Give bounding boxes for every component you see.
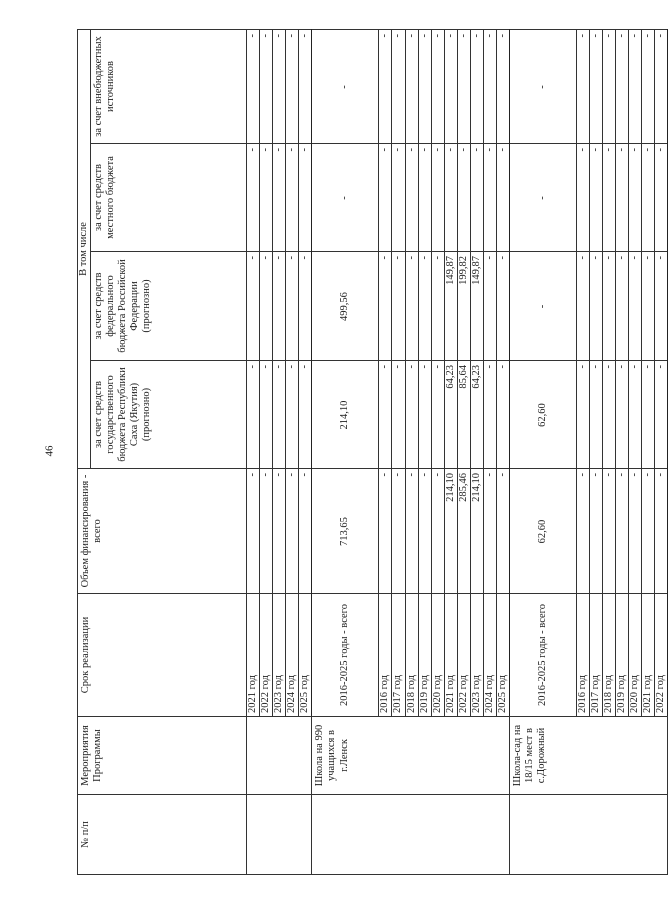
table-row (247, 29, 260, 874)
local-cell: - (418, 144, 431, 252)
federal-cell: - (603, 252, 616, 361)
extra-cell: - (642, 29, 655, 143)
regional-cell: - (642, 361, 655, 469)
federal-cell: - (379, 252, 392, 361)
regional-cell: - (418, 361, 431, 469)
federal-cell: - (510, 252, 577, 361)
period-cell: 2024 год (286, 594, 299, 717)
header-regional: за счет средств государственного бюджета Республики Саха (Якутия) (прогнозно) (91, 361, 247, 469)
period-cell: 2021 год (642, 594, 655, 717)
header-extra: за счет внебюджетных источников (91, 29, 247, 143)
period-cell: 2019 год (616, 594, 629, 717)
extra-cell: - (312, 29, 379, 143)
header-local: за счет средств местного бюджета (91, 144, 247, 252)
federal-cell: - (590, 252, 603, 361)
local-cell: - (392, 144, 405, 252)
extra-cell: - (286, 29, 299, 143)
extra-cell: - (483, 29, 496, 143)
extra-cell: - (510, 29, 577, 143)
extra-cell: - (590, 29, 603, 143)
regional-cell: 64,23 (444, 361, 457, 469)
extra-cell: - (418, 29, 431, 143)
federal-cell: - (483, 252, 496, 361)
regional-cell: - (616, 361, 629, 469)
extra-cell: - (260, 29, 273, 143)
period-cell: 2021 год (444, 594, 457, 717)
period-cell: 2020 год (431, 594, 444, 717)
period-cell: 2025 год (299, 594, 312, 717)
summary-period-cell: 2016-2025 годы - всего (510, 594, 577, 717)
extra-cell: - (273, 29, 286, 143)
regional-cell: - (405, 361, 418, 469)
regional-cell: - (629, 361, 642, 469)
federal-cell: - (577, 252, 590, 361)
federal-cell: - (616, 252, 629, 361)
local-cell: - (273, 144, 286, 252)
period-cell: 2023 год (273, 594, 286, 717)
period-cell: 2018 год (603, 594, 616, 717)
total-cell: - (247, 469, 260, 594)
regional-cell: - (247, 361, 260, 469)
federal-cell: - (418, 252, 431, 361)
local-cell: - (286, 144, 299, 252)
summary-row (510, 29, 577, 874)
local-cell: - (590, 144, 603, 252)
total-cell: 214,10 (470, 469, 483, 594)
federal-cell: 199,82 (457, 252, 470, 361)
period-cell: 2018 год (405, 594, 418, 717)
extra-cell: - (392, 29, 405, 143)
extra-cell: - (431, 29, 444, 143)
extra-cell: - (299, 29, 312, 143)
total-cell: - (590, 469, 603, 594)
number-cell (247, 795, 312, 875)
extra-cell: - (470, 29, 483, 143)
table-body (247, 29, 668, 874)
federal-cell: - (629, 252, 642, 361)
regional-cell: - (590, 361, 603, 469)
header-event: Мероприятия Программы (78, 717, 247, 795)
total-cell: - (603, 469, 616, 594)
total-cell: - (286, 469, 299, 594)
header-total: Объем финансирования - всего (78, 469, 247, 594)
regional-cell: - (379, 361, 392, 469)
extra-cell: - (577, 29, 590, 143)
total-cell: 285,46 (457, 469, 470, 594)
period-cell: 2016 год (577, 594, 590, 717)
local-cell: - (470, 144, 483, 252)
extra-cell: - (405, 29, 418, 143)
extra-cell: - (496, 29, 509, 143)
summary-period-cell: 2016-2025 годы - всего (312, 594, 379, 717)
total-cell: - (577, 469, 590, 594)
regional-cell: - (286, 361, 299, 469)
total-cell: - (260, 469, 273, 594)
local-cell: - (496, 144, 509, 252)
regional-cell: 85,64 (457, 361, 470, 469)
local-cell: - (603, 144, 616, 252)
table-header (78, 29, 247, 874)
local-cell: - (510, 144, 577, 252)
header-period: Срок реализации (78, 594, 247, 717)
period-cell: 2016 год (379, 594, 392, 717)
extra-cell: - (616, 29, 629, 143)
rotated-table-wrapper (77, 30, 667, 875)
period-cell: 2017 год (392, 594, 405, 717)
period-cell: 2022 год (655, 594, 668, 717)
federal-cell: - (247, 252, 260, 361)
financing-table (77, 29, 668, 875)
federal-cell: - (392, 252, 405, 361)
regional-cell: - (299, 361, 312, 469)
extra-cell: - (629, 29, 642, 143)
federal-cell: - (431, 252, 444, 361)
period-cell: 2025 год (496, 594, 509, 717)
federal-cell: - (273, 252, 286, 361)
period-cell: 2022 год (457, 594, 470, 717)
period-cell: 2023 год (470, 594, 483, 717)
federal-cell: - (260, 252, 273, 361)
total-cell: - (496, 469, 509, 594)
total-cell: - (405, 469, 418, 594)
local-cell: - (379, 144, 392, 252)
page-number: 46 (43, 445, 56, 457)
regional-cell: - (577, 361, 590, 469)
local-cell: - (299, 144, 312, 252)
header-no: № п/п (78, 795, 247, 875)
extra-cell: - (655, 29, 668, 143)
federal-cell: - (655, 252, 668, 361)
total-cell: - (299, 469, 312, 594)
number-cell (312, 795, 510, 875)
period-cell: 2021 год (247, 594, 260, 717)
local-cell: - (629, 144, 642, 252)
extra-cell: - (457, 29, 470, 143)
total-cell: - (392, 469, 405, 594)
total-cell: - (431, 469, 444, 594)
local-cell: - (616, 144, 629, 252)
total-cell: - (629, 469, 642, 594)
local-cell: - (483, 144, 496, 252)
total-cell: 62,60 (510, 469, 577, 594)
local-cell: - (405, 144, 418, 252)
federal-cell: 149,87 (444, 252, 457, 361)
header-federal: за счет средств федерального бюджета Российской Федерации (прогнозно) (91, 252, 247, 361)
regional-cell: - (655, 361, 668, 469)
local-cell: - (312, 144, 379, 252)
local-cell: - (655, 144, 668, 252)
regional-cell: - (496, 361, 509, 469)
extra-cell: - (603, 29, 616, 143)
total-cell: - (483, 469, 496, 594)
extra-cell: - (247, 29, 260, 143)
local-cell: - (444, 144, 457, 252)
period-cell: 2020 год (629, 594, 642, 717)
total-cell: - (273, 469, 286, 594)
total-cell: - (616, 469, 629, 594)
total-cell: - (418, 469, 431, 594)
local-cell: - (431, 144, 444, 252)
extra-cell: - (379, 29, 392, 143)
total-cell: 713,65 (312, 469, 379, 594)
local-cell: - (247, 144, 260, 252)
federal-cell: - (405, 252, 418, 361)
event-name-cell (247, 717, 312, 795)
regional-cell: - (431, 361, 444, 469)
federal-cell: 149,87 (470, 252, 483, 361)
period-cell: 2022 год (260, 594, 273, 717)
regional-cell: - (483, 361, 496, 469)
regional-cell: 214,10 (312, 361, 379, 469)
summary-row (312, 29, 379, 874)
extra-cell: - (444, 29, 457, 143)
federal-cell: - (286, 252, 299, 361)
number-cell (510, 795, 668, 875)
federal-cell: - (642, 252, 655, 361)
regional-cell: 62,60 (510, 361, 577, 469)
federal-cell: - (299, 252, 312, 361)
local-cell: - (457, 144, 470, 252)
total-cell: - (379, 469, 392, 594)
regional-cell: 64,23 (470, 361, 483, 469)
local-cell: - (260, 144, 273, 252)
total-cell: - (655, 469, 668, 594)
event-name-cell: Школа на 990 учащихся в г.Ленск (312, 717, 510, 795)
regional-cell: - (260, 361, 273, 469)
period-cell: 2019 год (418, 594, 431, 717)
local-cell: - (577, 144, 590, 252)
header-including: В том числе (78, 29, 91, 468)
event-name-cell: Школа-сад на 18/15 мест в с.Дорожный (510, 717, 668, 795)
regional-cell: - (392, 361, 405, 469)
period-cell: 2024 год (483, 594, 496, 717)
regional-cell: - (273, 361, 286, 469)
local-cell: - (642, 144, 655, 252)
total-cell: 214,10 (444, 469, 457, 594)
federal-cell: - (496, 252, 509, 361)
federal-cell: 499,56 (312, 252, 379, 361)
regional-cell: - (603, 361, 616, 469)
total-cell: - (642, 469, 655, 594)
period-cell: 2017 год (590, 594, 603, 717)
